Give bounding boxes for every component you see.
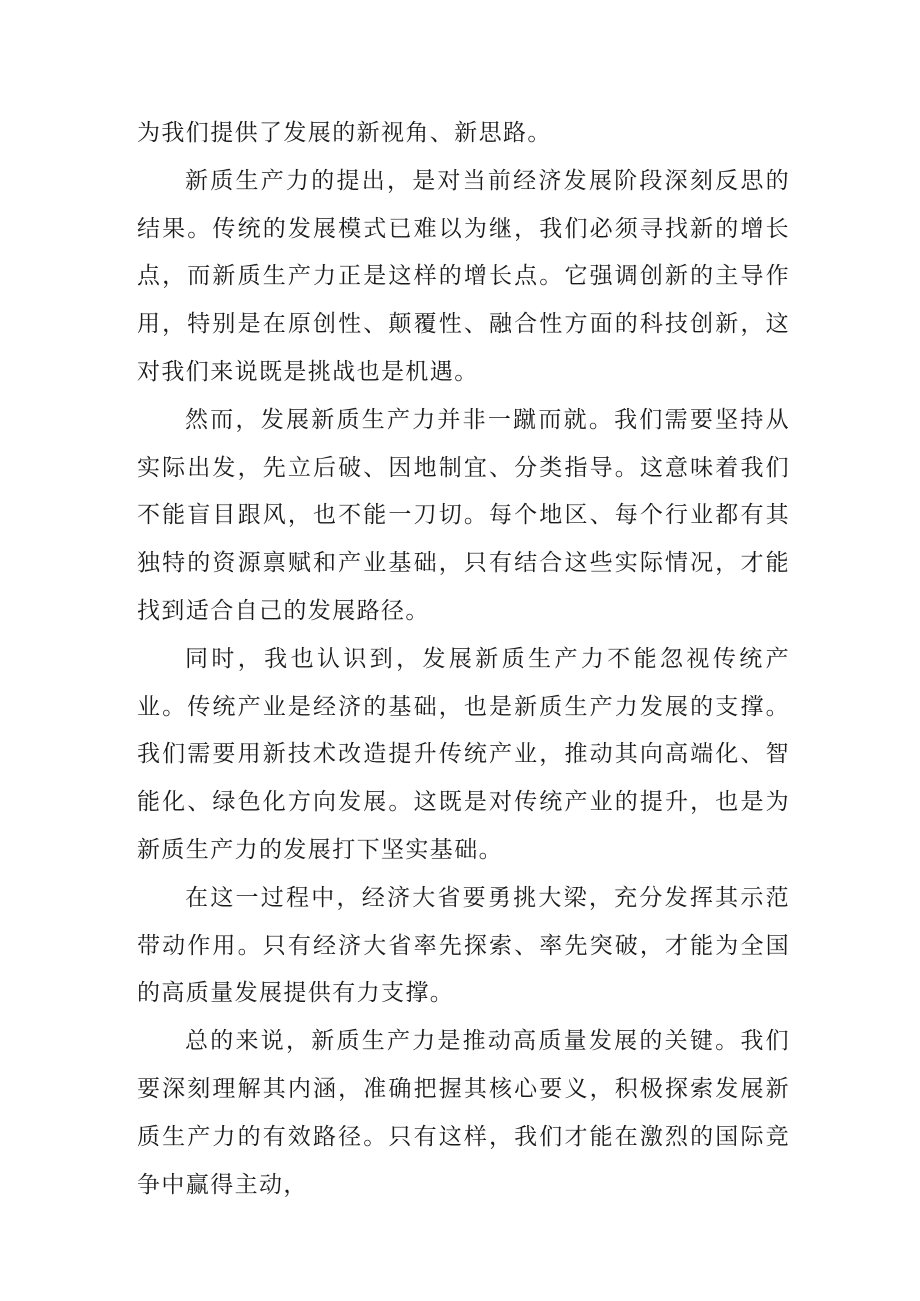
document-body <box>137 110 790 1209</box>
paragraph-continuation: 为我们提供了发展的新视角、新思路。 <box>137 120 552 146</box>
paragraph-development-approach: 然而，发展新质生产力并非一蹴而就。我们需要坚持从实际出发，先立后破、因地制宜、分类指导。这意味着我们不能盲目跟风，也不能一刀切。每个地区、每个行业都有其独特的资源禀赋和产业基础，只有结合这些实际情况，才能找到适合自己的发展路径。 <box>137 406 790 624</box>
paragraph-new-productivity-origin: 新质生产力的提出，是对当前经济发展阶段深刻反思的结果。传统的发展模式已难以为继，我们必须寻找新的增长点，而新质生产力正是这样的增长点。它强调创新的主导作用，特别是在原创性、颠覆性、融合性方面的科技创新，这对我们来说既是挑战也是机遇。 <box>137 167 790 385</box>
paragraph-traditional-industries: 同时，我也认识到，发展新质生产力不能忽视传统产业。传统产业是经济的基础，也是新质生产力发展的支撑。我们需要用新技术改造提升传统产业，推动其向高端化、智能化、绿色化方向发展。这既是对传统产业的提升，也是为新质生产力的发展打下坚实基础。 <box>137 645 790 863</box>
paragraph-conclusion: 总的来说，新质生产力是推动高质量发展的关键。我们要深刻理解其内涵，准确把握其核心要义，积极探索发展新质生产力的有效路径。只有这样，我们才能在激烈的国际竞争中赢得主动， <box>137 1028 790 1198</box>
paragraph-economic-provinces: 在这一过程中，经济大省要勇挑大梁，充分发挥其示范带动作用。只有经济大省率先探索、率先突破，才能为全国的高质量发展提供有力支撑。 <box>137 884 790 1007</box>
